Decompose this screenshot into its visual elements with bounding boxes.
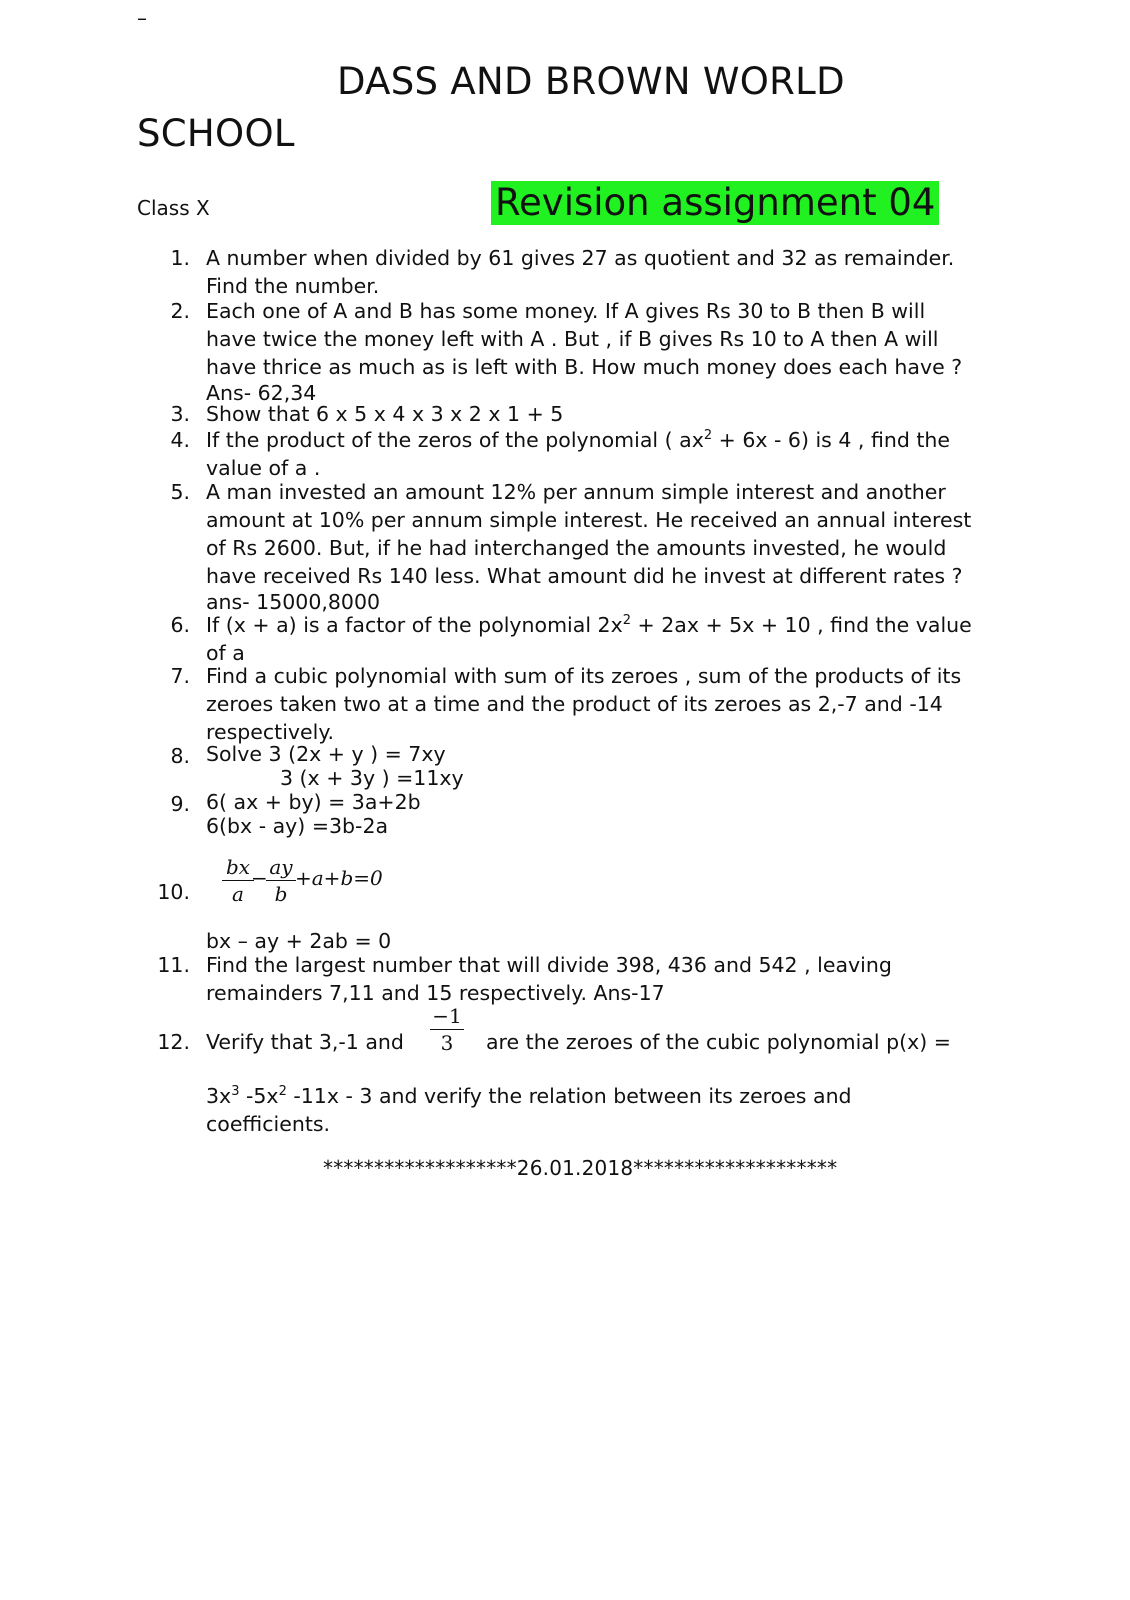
question-number: 10. [157,880,190,904]
question-line: Each one of A and B has some money. If A gives Rs 30 to B then B will [206,299,926,323]
question-line: amount at 10% per annum simple interest. He received an annual interest [206,508,972,532]
question-line: $3x^3$ $-5x^2$ -11x - 3 and verify the relation between its zeroes and [206,1084,852,1108]
question-number: 3. [170,402,190,426]
question-number: 4. [170,428,190,452]
question-1 [206,244,954,300]
question-number: 9. [170,792,190,816]
question-line: coefficients. [206,1112,331,1136]
question-line: of a [206,641,245,665]
header-dash: – [137,6,147,30]
question-line: Solve 3 (2x + y ) = 7xy [206,742,446,766]
question-number: 11. [157,953,190,977]
question-line: A man invested an amount 12% per annum simple interest and another [206,480,946,504]
question-line: If (x + a) is a factor of the polynomial $2x^2 + 2ax + 5x + 10$ , find the value [206,613,972,637]
fraction-ay-over-b: $\frac{ay}{b}$ [266,854,296,907]
question-line: have received Rs 140 less. What amount did he invest at different rates ? [206,564,963,588]
question-2 [206,297,962,405]
question-line: zeroes taken two at a time and the product of its zeroes as 2,-7 and -14 [206,692,943,716]
question-10-line2: bx – ay + 2ab = 0 [206,929,392,953]
question-number: 8. [170,744,190,768]
question-line: have twice the money left with A . But , if B gives Rs 10 to A then A will [206,327,939,351]
question-6 [206,611,972,667]
question-11 [206,951,892,1007]
question-12-line1a: Verify that 3,-1 and [206,1030,404,1054]
question-12-line1b: are the zeroes of the cubic polynomial p(x) = [486,1030,951,1054]
question-number: 2. [170,299,190,323]
question-number: 5. [170,480,190,504]
assignment-title: Revision assignment 04 [491,181,939,225]
question-line: A number when divided by 61 gives 27 as quotient and 32 as remainder. [206,246,955,270]
fraction-bx-over-a: $\frac{bx}{a}$ [222,854,254,907]
question-line: Find a cubic polynomial with sum of its zeroes , sum of the products of its [206,664,962,688]
question-line: have thrice as much as is left with B. How much money does each have ? [206,355,963,379]
question-4 [206,426,950,482]
fraction-minus-one-third: $\frac{-1}{3}$ [430,1003,464,1056]
school-title-line1: DASS AND BROWN WORLD [337,60,845,103]
answer-line: ans- 15000,8000 [206,590,381,614]
answer-line: Ans- 62,34 [206,381,317,405]
question-line: If the product of the zeros of the polynomial ( $ax^2 + 6x - 6$) is 4 , find the [206,428,951,452]
question-number: 7. [170,664,190,688]
question-line: value of a . [206,456,321,480]
question-line: remainders 7,11 and 15 respectively. Ans-17 [206,981,665,1005]
question-number: 6. [170,613,190,637]
question-line: respectively. [206,720,335,744]
question-number: 1. [170,246,190,270]
question-line: 6(bx - ay) =3b-2a [206,814,389,838]
minus-sign: − [251,866,268,890]
footer-date: *******************26.01.2018******************** [323,1156,838,1180]
question-5 [206,478,971,614]
question-12-rest [206,1082,852,1138]
question-9 [206,790,421,838]
class-label: Class X [137,196,210,220]
question-line: 6( ax + by) = 3a+2b [206,790,421,814]
question-7 [206,662,961,746]
question-8 [206,742,464,790]
school-title-line2: SCHOOL [137,112,295,155]
question-number: 12. [157,1030,190,1054]
question-line: of Rs 2600. But, if he had interchanged the amounts invested, he would [206,536,947,560]
question-line: Find the number. [206,274,380,298]
question-line: Show that 6 x 5 x 4 x 3 x 2 x 1 + 5 [206,402,564,426]
equation-tail: +a+b=0 [295,866,383,890]
question-line: 3 (x + 3y ) =11xy [280,766,464,790]
question-line: Find the largest number that will divide 398, 436 and 542 , leaving [206,953,892,977]
question-3 [206,400,563,428]
